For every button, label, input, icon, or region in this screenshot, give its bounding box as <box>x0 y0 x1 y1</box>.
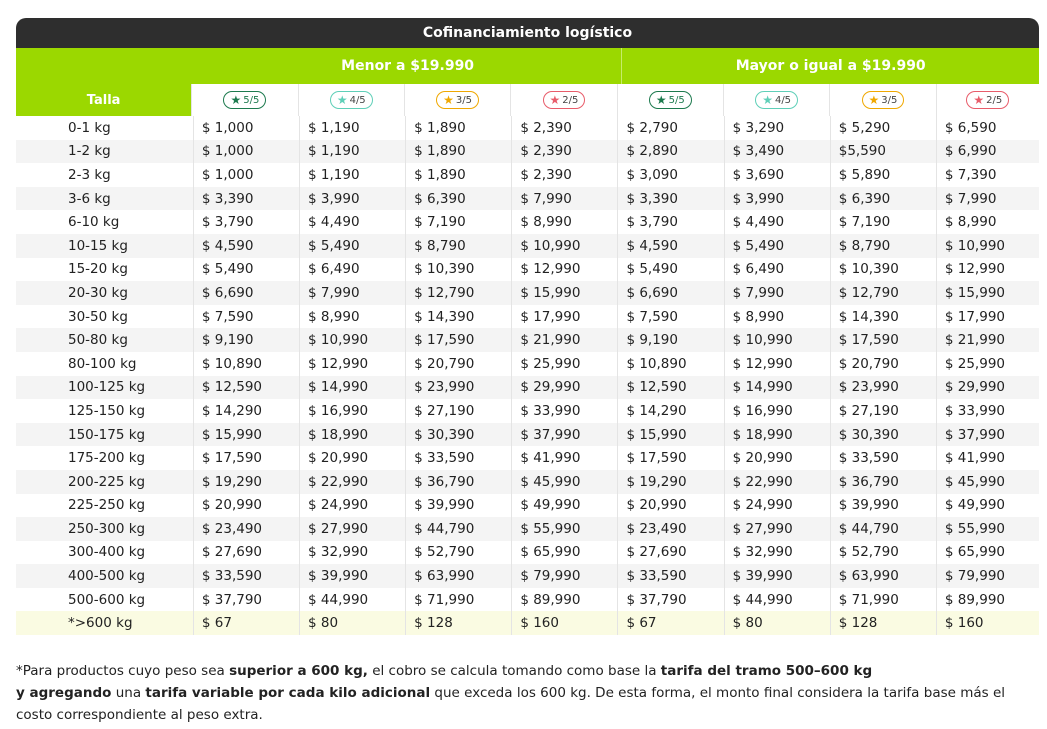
table-row <box>16 494 1039 518</box>
rating-label: 5/5 <box>243 94 260 106</box>
table-row <box>16 328 1039 352</box>
price-cell: $ 39,990 <box>724 564 830 588</box>
price-cell: $ 10,990 <box>299 328 405 352</box>
price-cell: $ 45,990 <box>511 470 617 494</box>
price-cell: $ 20,990 <box>617 494 723 518</box>
price-cell: $ 3,390 <box>193 187 299 211</box>
size-cell: 125-150 kg <box>68 402 146 419</box>
size-cell: 300-400 kg <box>68 544 146 561</box>
table-row <box>16 187 1039 211</box>
table-row <box>16 517 1039 541</box>
price-cell: $ 6,590 <box>936 116 1039 140</box>
price-cell: $ 6,390 <box>405 187 511 211</box>
price-cell: $ 44,990 <box>299 588 405 612</box>
rating-header-row <box>16 84 1039 116</box>
price-cell: $ 17,590 <box>193 446 299 470</box>
table-row <box>16 352 1039 376</box>
price-cell: $ 7,190 <box>405 210 511 234</box>
price-cell: $ 6,490 <box>299 258 405 282</box>
price-cell: $ 37,990 <box>936 423 1039 447</box>
price-cell: $ 1,190 <box>299 163 405 187</box>
price-cell: $ 15,990 <box>936 281 1039 305</box>
price-cell: $ 12,990 <box>724 352 830 376</box>
price-cell: $ 16,990 <box>299 399 405 423</box>
price-cell: $ 12,590 <box>193 376 299 400</box>
table-body <box>16 116 1039 635</box>
shipping-cost-table <box>16 18 1039 635</box>
price-cell: $ 2,390 <box>511 163 617 187</box>
size-cell: 2-3 kg <box>68 166 111 183</box>
price-cell: $ 20,990 <box>724 446 830 470</box>
price-cell: $ 7,990 <box>724 281 830 305</box>
price-group-header <box>16 48 1039 84</box>
price-cell: $ 4,490 <box>299 210 405 234</box>
rating-header <box>617 84 723 116</box>
footnote-text: que exceda los 600 kg. De esta forma, el monto final considera la tarifa base más el costo correspondiente al peso extra. <box>16 685 1006 723</box>
star-icon: ★ <box>655 93 667 107</box>
price-cell: $ 17,590 <box>405 328 511 352</box>
table-title: Cofinanciamiento logístico <box>16 18 1039 48</box>
price-cell: $ 65,990 <box>936 541 1039 565</box>
price-cell: $ 12,990 <box>511 258 617 282</box>
price-cell: $ 12,790 <box>405 281 511 305</box>
price-cell: $ 17,590 <box>830 328 936 352</box>
price-cell: $ 39,990 <box>405 494 511 518</box>
rating-label: 4/5 <box>774 94 792 106</box>
price-cell: $ 80 <box>724 611 830 635</box>
price-cell: $ 6,690 <box>617 281 723 305</box>
price-cell: $ 23,990 <box>405 376 511 400</box>
table-row <box>16 140 1039 164</box>
price-cell: $ 14,390 <box>830 305 936 329</box>
price-cell: $ 32,990 <box>299 541 405 565</box>
price-cell: $ 7,590 <box>617 305 723 329</box>
star-icon: ★ <box>868 93 880 107</box>
price-cell: $ 32,990 <box>724 541 830 565</box>
price-cell: $ 52,790 <box>405 541 511 565</box>
rating-badge-2 <box>543 91 586 109</box>
price-cell: $ 33,990 <box>511 399 617 423</box>
price-cell: $ 3,790 <box>617 210 723 234</box>
price-cell: $ 160 <box>936 611 1039 635</box>
price-cell: $ 33,590 <box>617 564 723 588</box>
size-cell: 10-15 kg <box>68 237 128 254</box>
size-cell: 225-250 kg <box>68 497 146 514</box>
price-cell: $ 6,390 <box>830 187 936 211</box>
rating-header <box>510 84 616 116</box>
price-cell: $ 23,490 <box>193 517 299 541</box>
price-cell: $ 39,990 <box>830 494 936 518</box>
price-cell: $ 27,990 <box>299 517 405 541</box>
price-cell: $ 79,990 <box>936 564 1039 588</box>
rating-header <box>191 84 297 116</box>
price-cell: $ 5,490 <box>724 234 830 258</box>
size-cell: 400-500 kg <box>68 568 146 585</box>
price-cell: $ 20,790 <box>830 352 936 376</box>
footnote-text: *Para productos cuyo peso sea <box>16 663 230 679</box>
price-cell: $ 1,890 <box>405 116 511 140</box>
size-cell: 6-10 kg <box>68 214 120 231</box>
price-cell: $ 128 <box>405 611 511 635</box>
price-cell: $ 6,490 <box>724 258 830 282</box>
rating-header <box>298 84 404 116</box>
size-cell: 100-125 kg <box>68 379 146 396</box>
price-cell: $5,590 <box>830 140 936 164</box>
price-cell: $ 71,990 <box>405 588 511 612</box>
rating-badge-4 <box>755 91 798 109</box>
price-cell: $ 8,790 <box>405 234 511 258</box>
price-cell: $ 15,990 <box>511 281 617 305</box>
price-cell: $ 71,990 <box>830 588 936 612</box>
size-cell: 175-200 kg <box>68 450 146 467</box>
price-cell: $ 10,990 <box>511 234 617 258</box>
size-cell: 500-600 kg <box>68 591 146 608</box>
price-cell: $ 10,390 <box>830 258 936 282</box>
size-cell: 20-30 kg <box>68 284 128 301</box>
price-cell: $ 9,190 <box>193 328 299 352</box>
price-cell: $ 27,190 <box>405 399 511 423</box>
price-cell: $ 14,990 <box>724 376 830 400</box>
price-cell: $ 2,390 <box>511 140 617 164</box>
table-row <box>16 376 1039 400</box>
price-cell: $ 7,990 <box>511 187 617 211</box>
rating-badge-2 <box>966 91 1009 109</box>
price-cell: $ 3,290 <box>724 116 830 140</box>
rating-header <box>404 84 510 116</box>
footnote-text: una <box>111 685 146 701</box>
price-cell: $ 12,990 <box>936 258 1039 282</box>
price-cell: $ 18,990 <box>299 423 405 447</box>
table-row <box>16 234 1039 258</box>
star-icon: ★ <box>336 93 348 107</box>
star-icon: ★ <box>973 93 985 107</box>
price-cell: $ 3,690 <box>724 163 830 187</box>
price-cell: $ 18,990 <box>724 423 830 447</box>
table-row <box>16 470 1039 494</box>
rating-label: 5/5 <box>668 94 685 106</box>
size-cell: 250-300 kg <box>68 520 146 537</box>
price-cell: $ 29,990 <box>936 376 1039 400</box>
price-cell: $ 8,990 <box>936 210 1039 234</box>
price-cell: $ 7,990 <box>936 187 1039 211</box>
price-cell: $ 4,590 <box>193 234 299 258</box>
rating-header <box>723 84 829 116</box>
price-cell: $ 1,000 <box>193 163 299 187</box>
size-cell: 30-50 kg <box>68 308 128 325</box>
price-cell: $ 25,990 <box>511 352 617 376</box>
price-cell: $ 63,990 <box>830 564 936 588</box>
price-cell: $ 17,590 <box>617 446 723 470</box>
rating-header <box>936 84 1039 116</box>
price-cell: $ 2,390 <box>511 116 617 140</box>
price-cell: $ 37,790 <box>617 588 723 612</box>
price-cell: $ 33,990 <box>936 399 1039 423</box>
price-cell: $ 20,790 <box>405 352 511 376</box>
size-cell: 200-225 kg <box>68 473 146 490</box>
price-cell: $ 79,990 <box>511 564 617 588</box>
price-cell: $ 30,390 <box>405 423 511 447</box>
price-cell: $ 23,490 <box>617 517 723 541</box>
price-cell: $ 33,590 <box>405 446 511 470</box>
size-cell: 3-6 kg <box>68 190 111 207</box>
price-cell: $ 55,990 <box>511 517 617 541</box>
table-row <box>16 210 1039 234</box>
table-row <box>16 399 1039 423</box>
price-cell: $ 21,990 <box>511 328 617 352</box>
price-cell: $ 128 <box>830 611 936 635</box>
price-cell: $ 19,290 <box>617 470 723 494</box>
star-icon: ★ <box>230 93 242 107</box>
price-cell: $ 3,090 <box>617 163 723 187</box>
price-cell: $ 17,990 <box>936 305 1039 329</box>
price-cell: $ 12,990 <box>299 352 405 376</box>
price-cell: $ 1,190 <box>299 140 405 164</box>
rating-label: 3/5 <box>455 94 473 106</box>
price-cell: $ 25,990 <box>936 352 1039 376</box>
table-row <box>16 588 1039 612</box>
price-cell: $ 10,890 <box>617 352 723 376</box>
price-cell: $ 3,990 <box>724 187 830 211</box>
size-cell: 80-100 kg <box>68 355 137 372</box>
price-cell: $ 45,990 <box>936 470 1039 494</box>
price-cell: $ 10,390 <box>405 258 511 282</box>
price-cell: $ 2,790 <box>617 116 723 140</box>
price-cell: $ 27,690 <box>193 541 299 565</box>
price-cell: $ 12,790 <box>830 281 936 305</box>
table-row <box>16 281 1039 305</box>
footnote-bold: tarifa del tramo 500–600 kg <box>660 663 873 679</box>
price-cell: $ 33,590 <box>193 564 299 588</box>
price-cell: $ 9,190 <box>617 328 723 352</box>
price-cell: $ 14,990 <box>299 376 405 400</box>
size-cell: 1-2 kg <box>68 143 111 160</box>
price-cell: $ 41,990 <box>936 446 1039 470</box>
price-cell: $ 22,990 <box>299 470 405 494</box>
rating-label: 4/5 <box>349 94 366 106</box>
price-cell: $ 63,990 <box>405 564 511 588</box>
price-cell: $ 5,490 <box>193 258 299 282</box>
price-cell: $ 10,990 <box>936 234 1039 258</box>
size-cell: 150-175 kg <box>68 426 146 443</box>
price-cell: $ 89,990 <box>511 588 617 612</box>
price-cell: $ 1,000 <box>193 116 299 140</box>
price-cell: $ 29,990 <box>511 376 617 400</box>
price-cell: $ 65,990 <box>511 541 617 565</box>
price-cell: $ 80 <box>299 611 405 635</box>
price-cell: $ 24,990 <box>724 494 830 518</box>
price-cell: $ 24,990 <box>299 494 405 518</box>
footnote-bold: y agregando <box>16 685 112 701</box>
price-cell: $ 5,490 <box>617 258 723 282</box>
table-row <box>16 258 1039 282</box>
price-cell: $ 19,290 <box>193 470 299 494</box>
price-cell: $ 27,690 <box>617 541 723 565</box>
price-cell: $ 1,190 <box>299 116 405 140</box>
price-cell: $ 1,890 <box>405 163 511 187</box>
price-cell: $ 12,590 <box>617 376 723 400</box>
price-cell: $ 44,790 <box>405 517 511 541</box>
rating-badge-4 <box>330 91 373 109</box>
group-below-threshold: Menor a $19.990 <box>341 58 475 74</box>
price-cell: $ 7,990 <box>299 281 405 305</box>
price-cell: $ 23,990 <box>830 376 936 400</box>
table-row <box>16 541 1039 565</box>
price-cell: $ 10,990 <box>724 328 830 352</box>
price-cell: $ 2,890 <box>617 140 723 164</box>
size-cell: 50-80 kg <box>68 332 128 349</box>
price-cell: $ 55,990 <box>936 517 1039 541</box>
price-cell: $ 5,290 <box>830 116 936 140</box>
table-row <box>16 446 1039 470</box>
rating-label: 2/5 <box>986 94 1003 106</box>
price-cell: $ 49,990 <box>511 494 617 518</box>
rating-label: 2/5 <box>562 94 579 106</box>
price-cell: $ 14,290 <box>193 399 299 423</box>
size-cell: 0-1 kg <box>68 119 111 136</box>
price-cell: $ 4,590 <box>617 234 723 258</box>
price-cell: $ 3,990 <box>299 187 405 211</box>
star-icon: ★ <box>762 93 773 107</box>
size-cell: *>600 kg <box>68 615 133 632</box>
price-cell: $ 37,990 <box>511 423 617 447</box>
size-column-header: Talla <box>16 84 191 116</box>
star-icon: ★ <box>549 93 561 107</box>
price-cell: $ 1,000 <box>193 140 299 164</box>
price-cell: $ 8,990 <box>511 210 617 234</box>
price-cell: $ 27,190 <box>830 399 936 423</box>
rating-badge-5 <box>649 91 692 109</box>
price-cell: $ 10,890 <box>193 352 299 376</box>
price-cell: $ 160 <box>511 611 617 635</box>
price-cell: $ 3,790 <box>193 210 299 234</box>
price-cell: $ 67 <box>193 611 299 635</box>
table-row <box>16 116 1039 140</box>
price-cell: $ 36,790 <box>405 470 511 494</box>
price-cell: $ 30,390 <box>830 423 936 447</box>
group-above-threshold: Mayor o igual a $19.990 <box>621 48 1039 84</box>
rating-header <box>829 84 935 116</box>
price-cell: $ 15,990 <box>193 423 299 447</box>
footnote-text: el cobro se calcula tomando como base la <box>367 663 661 679</box>
price-cell: $ 8,790 <box>830 234 936 258</box>
price-cell: $ 20,990 <box>193 494 299 518</box>
rating-badge-3 <box>862 91 905 109</box>
price-cell: $ 1,890 <box>405 140 511 164</box>
price-cell: $ 8,990 <box>724 305 830 329</box>
price-cell: $ 6,990 <box>936 140 1039 164</box>
price-cell: $ 67 <box>617 611 723 635</box>
price-cell: $ 44,990 <box>724 588 830 612</box>
price-cell: $ 33,590 <box>830 446 936 470</box>
table-row <box>16 611 1039 635</box>
size-cell: 15-20 kg <box>68 261 128 278</box>
table-row <box>16 163 1039 187</box>
price-cell: $ 14,290 <box>617 399 723 423</box>
price-cell: $ 14,390 <box>405 305 511 329</box>
price-cell: $ 6,690 <box>193 281 299 305</box>
price-cell: $ 17,990 <box>511 305 617 329</box>
rating-label: 3/5 <box>881 94 898 106</box>
price-cell: $ 20,990 <box>299 446 405 470</box>
table-row <box>16 423 1039 447</box>
footnote-bold: tarifa variable por cada kilo adicional <box>145 685 431 701</box>
price-cell: $ 4,490 <box>724 210 830 234</box>
price-cell: $ 21,990 <box>936 328 1039 352</box>
price-cell: $ 5,890 <box>830 163 936 187</box>
star-icon: ★ <box>443 93 454 107</box>
price-cell: $ 39,990 <box>299 564 405 588</box>
price-cell: $ 27,990 <box>724 517 830 541</box>
table-row <box>16 564 1039 588</box>
price-cell: $ 3,490 <box>724 140 830 164</box>
price-cell: $ 89,990 <box>936 588 1039 612</box>
rating-badge-3 <box>436 91 479 109</box>
price-cell: $ 7,190 <box>830 210 936 234</box>
price-cell: $ 37,790 <box>193 588 299 612</box>
price-cell: $ 3,390 <box>617 187 723 211</box>
price-cell: $ 7,390 <box>936 163 1039 187</box>
price-cell: $ 36,790 <box>830 470 936 494</box>
price-cell: $ 44,790 <box>830 517 936 541</box>
footnote-bold: superior a 600 kg, <box>229 663 368 679</box>
price-cell: $ 49,990 <box>936 494 1039 518</box>
price-cell: $ 22,990 <box>724 470 830 494</box>
group-spacer <box>16 48 194 84</box>
rating-badge-5 <box>223 91 266 109</box>
price-cell: $ 15,990 <box>617 423 723 447</box>
price-cell: $ 16,990 <box>724 399 830 423</box>
table-row <box>16 305 1039 329</box>
price-cell: $ 41,990 <box>511 446 617 470</box>
price-cell: $ 5,490 <box>299 234 405 258</box>
price-cell: $ 7,590 <box>193 305 299 329</box>
price-cell: $ 52,790 <box>830 541 936 565</box>
footnote <box>16 660 1036 726</box>
price-cell: $ 8,990 <box>299 305 405 329</box>
